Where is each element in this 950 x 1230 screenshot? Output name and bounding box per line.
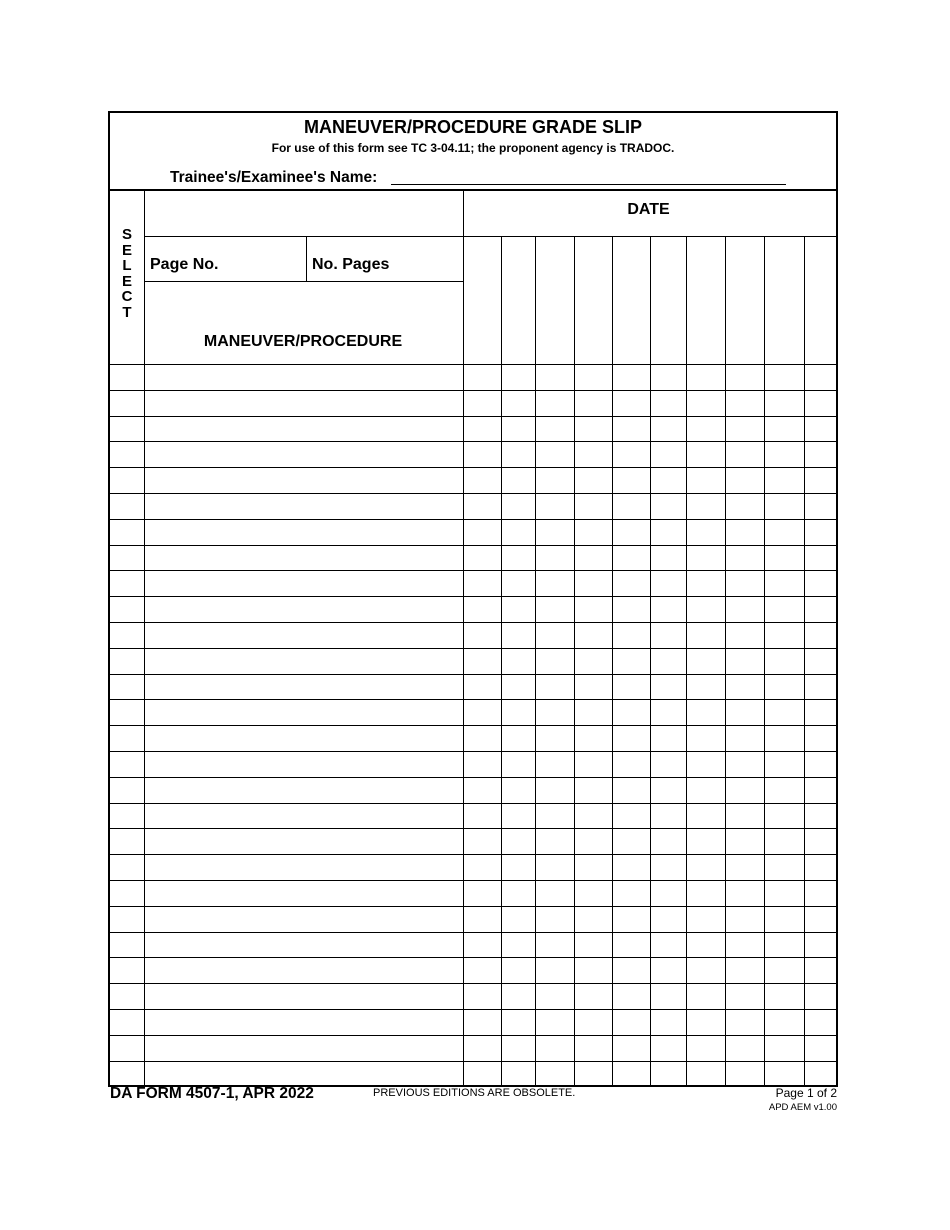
table-row — [110, 674, 836, 675]
page-divider — [144, 281, 463, 282]
table-row — [110, 880, 836, 881]
no-pages-label: No. Pages — [312, 256, 390, 273]
page-no-label: Page No. — [150, 256, 219, 273]
table-row — [110, 1009, 836, 1010]
select-letter: E — [121, 241, 132, 259]
version-label: APD AEM v1.00 — [768, 1102, 837, 1113]
table-row — [110, 1061, 836, 1062]
table-row — [110, 441, 836, 442]
table-row — [110, 622, 836, 623]
table-row — [110, 596, 836, 597]
table-row — [110, 906, 836, 907]
trainee-name-label: Trainee's/Examinee's Name: — [170, 169, 378, 186]
table-row — [110, 390, 836, 391]
table-row — [110, 803, 836, 804]
header-divider — [110, 189, 836, 191]
maneuver-procedure-header: MANEUVER/PROCEDURE — [203, 333, 403, 350]
table-row — [110, 699, 836, 700]
table-row — [110, 519, 836, 520]
date-column-line — [463, 189, 464, 1086]
select-letter: T — [122, 303, 132, 321]
page-info — [769, 1086, 837, 1113]
table-row — [110, 828, 836, 829]
date-divider — [144, 236, 836, 237]
select-column-header — [110, 227, 144, 320]
obsolete-note: PREVIOUS EDITIONS ARE OBSOLETE. — [373, 1087, 576, 1099]
date-header: DATE — [627, 201, 670, 218]
form-subtitle: For use of this form see TC 3-04.11; the proponent agency is TRADOC. — [271, 141, 675, 155]
select-letter: C — [121, 288, 133, 305]
table-row — [110, 545, 836, 546]
select-column-line — [144, 189, 145, 1086]
table-row — [110, 648, 836, 649]
select-letter: S — [121, 226, 132, 243]
select-letter: E — [121, 272, 132, 290]
table-row — [110, 932, 836, 933]
table-row — [110, 364, 836, 365]
page-split-line — [306, 236, 307, 281]
table-row — [110, 1035, 836, 1036]
table-row — [110, 777, 836, 778]
table-row — [110, 957, 836, 958]
table-row — [110, 570, 836, 571]
table-row — [110, 983, 836, 984]
table-row — [110, 725, 836, 726]
page-number: Page 1 of 2 — [775, 1086, 837, 1100]
select-letter: L — [122, 257, 132, 274]
form-title: MANEUVER/PROCEDURE GRADE SLIP — [303, 117, 643, 137]
trainee-name-field[interactable] — [391, 184, 786, 185]
table-row — [110, 854, 836, 855]
grade-slip-form — [108, 111, 838, 1087]
table-row — [110, 416, 836, 417]
table-row — [110, 493, 836, 494]
table-row — [110, 751, 836, 752]
table-row — [110, 467, 836, 468]
form-number: DA FORM 4507-1, APR 2022 — [110, 1085, 314, 1102]
